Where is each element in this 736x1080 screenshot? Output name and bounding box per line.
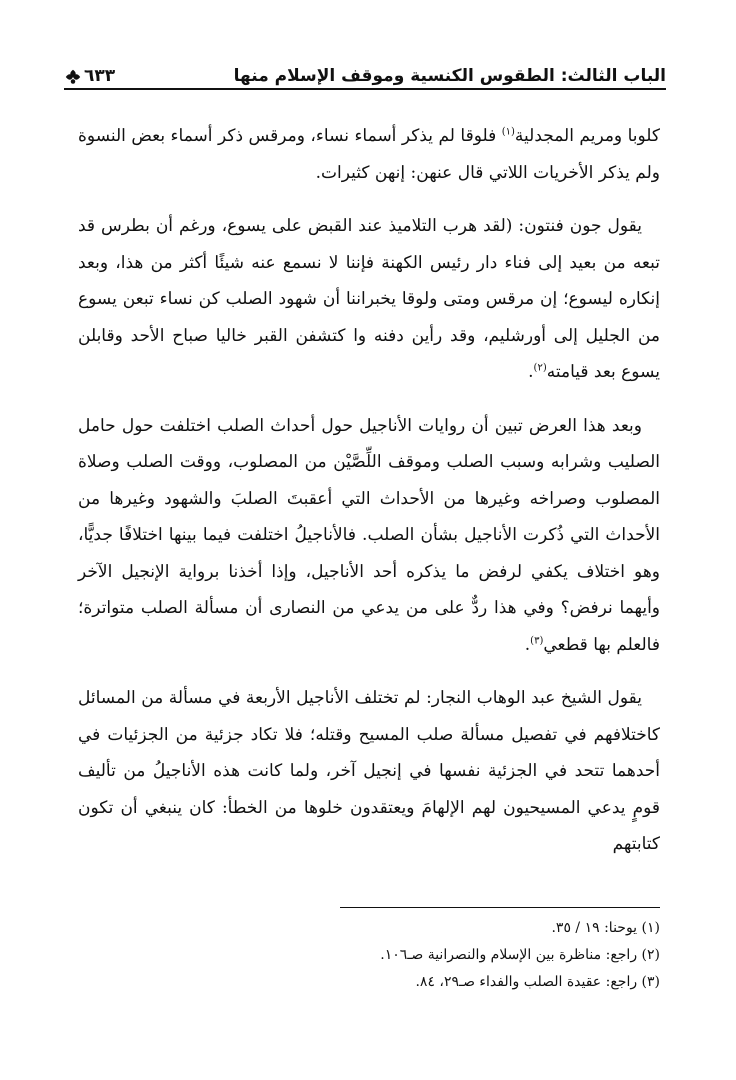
page-number: ٦٣٣ — [84, 66, 116, 86]
footnotes — [200, 915, 660, 996]
paragraph-text: يقول الشيخ عبد الوهاب النجار: لم تختلف الأناجيل الأربعة في مسألة من المسائل كاختلافهم في تفصيل مسألة صلب المسيح وقتله؛ فلا تكاد جزئية من الجزئيات في أحدهما تتحد في الجزئية نفسها في إنجيل آخر، ولما كانت هذه الأناجيلُ من تأليف قومٍ يدعي المسيحيون لهم الإلهامَ ويعتقدون خلوها من الخطأ: كان ينبغي أن تكون كتابتهم — [78, 688, 660, 854]
footnote-2: (٢) راجع: مناظرة بين الإسلام والنصرانية صـ١٠٦. — [380, 947, 660, 963]
footnote-reference: (١) — [501, 126, 515, 138]
paragraph-text: كلوبا ومريم المجدلية — [514, 126, 661, 146]
paragraph-text: فلوقا لم يذكر أسماء نساء، ومرقس ذكر أسماء بعض النسوة ولم يذكر الأخريات اللاتي قال عنهن: إنهن كثيرات. — [78, 126, 660, 183]
body-text — [78, 118, 660, 880]
paragraph-text: وبعد هذا العرض تبين أن روايات الأناجيل حول أحداث الصلب اختلفت حول حامل الصليب وشرابه وسبب الصلب وموقف اللِّصَّيْن من المصلوب، ووقت الصلب وصلاة المصلوب وصراخه وغيرها من الأحداث التي أعقبتَ الصلبَ والشهود وغيرها من الأحداث التي ذُكرت الأناجيل بشأن الصلب. فالأناجيلُ اختلفت فيما بينها اختلافًا جديًّا، وهو اختلاف يكفي لرفض ما يذكره أحد الأناجيل، وإذا أخذنا برواية الإنجيل الآخر وأيهما نرفض؟ وفي هذا ردٌّ على من يدعي من النصارى أن مسألة الصلب متواترة؛ فالعلم بها قطعي — [78, 415, 660, 655]
paragraph-1 — [78, 118, 660, 191]
page-number-block — [64, 66, 115, 86]
paragraph-text: . — [528, 362, 534, 382]
paragraph-3 — [78, 408, 660, 664]
footnote-reference: (٢) — [533, 362, 547, 374]
paragraph-text: يقول جون فنتون: (لقد هرب التلاميذ عند القبض على يسوع، ورغم أن بطرس قد تبعه من بعيد إلى فناء دار رئيس الكهنة فإننا لا نسمع عنه شيئًا أكثر من هذا، وبعد إنكاره ليسوع؛ إن مرقس ومتى ولوقا يخبراننا أن شهود الصلب كن نساء تبعن يسوع من الجليل إلى أورشليم، وقد رأين دفنه وا كتشفن القبر خاليا صباح الأحد وقابلن يسوع بعد قيامته — [78, 216, 660, 382]
chapter-title: الباب الثالث: الطقوس الكنسية وموقف الإسلام منها — [233, 66, 666, 86]
footnote-1: (١) يوحنا: ١٩ / ٣٥. — [551, 920, 660, 936]
paragraph-2 — [78, 208, 660, 391]
footnote-reference: (٣) — [530, 634, 544, 646]
paragraph-text: . — [524, 634, 531, 655]
header-divider — [64, 88, 666, 90]
footnote-divider — [340, 907, 660, 908]
footnote-3: (٣) راجع: عقيدة الصلب والفداء صـ٢٩، ٨٤. — [415, 974, 660, 990]
page-header — [64, 52, 666, 86]
paragraph-4 — [78, 680, 660, 863]
floral-ornament-icon — [64, 68, 82, 86]
